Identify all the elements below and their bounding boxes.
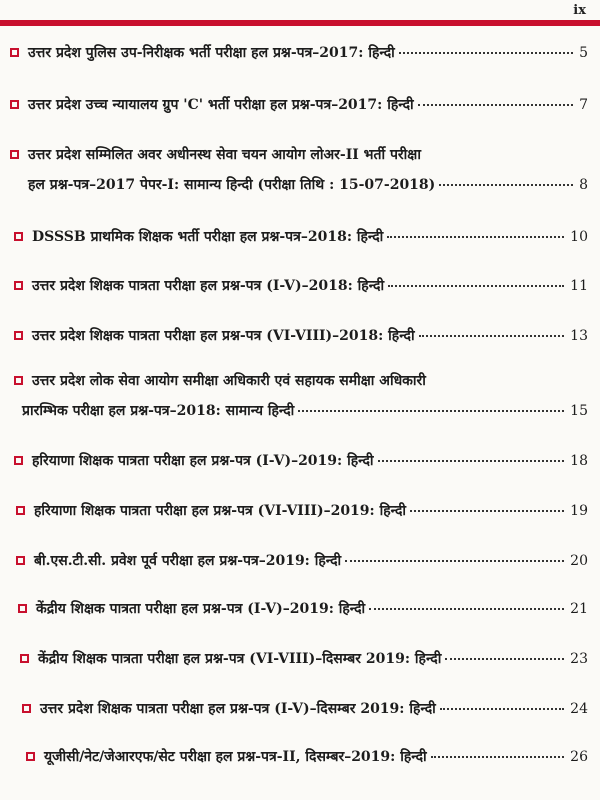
toc-page-number: 5 <box>579 45 588 61</box>
toc-entry-title: केंद्रीय शिक्षक पात्रता परीक्षा हल प्रश्न-पत्र (VI-VIII)–दिसम्बर 2019: हिन्दी <box>38 651 442 667</box>
dot-leader <box>431 756 565 758</box>
square-bullet-icon <box>18 604 27 613</box>
toc-entry-title: बी.एस.टी.सी. प्रवेश पूर्व परीक्षा हल प्रश्न-पत्र–2019: हिन्दी <box>34 553 342 569</box>
square-bullet-icon <box>16 506 25 515</box>
toc-page-number: 20 <box>570 553 588 569</box>
dot-leader <box>378 460 565 462</box>
dot-leader <box>388 285 564 287</box>
square-bullet-icon <box>22 704 31 713</box>
toc-entry-title-line: उत्तर प्रदेश लोक सेवा आयोग समीक्षा अधिकारी एवं सहायक समीक्षा अधिकारी <box>32 373 426 389</box>
dot-leader <box>387 236 564 238</box>
toc-entry-title: प्रारम्भिक परीक्षा हल प्रश्न-पत्र–2018: सामान्य हिन्दी <box>22 403 295 419</box>
dot-leader <box>445 658 564 660</box>
toc-entry-title: केंद्रीय शिक्षक पात्रता परीक्षा हल प्रश्न-पत्र (I-V)–2019: हिन्दी <box>36 601 366 617</box>
square-bullet-icon <box>14 331 23 340</box>
dot-leader <box>298 410 564 412</box>
toc-page-number: 26 <box>570 749 588 765</box>
toc-page-number: 24 <box>570 701 588 717</box>
toc-page-number: 10 <box>570 229 588 245</box>
dot-leader <box>440 708 564 710</box>
square-bullet-icon <box>10 48 19 57</box>
toc-page-number: 8 <box>579 177 588 193</box>
toc-entry-title-line: उत्तर प्रदेश सम्मिलित अवर अधीनस्थ सेवा चयन आयोग लोअर-II भर्ती परीक्षा <box>28 147 421 163</box>
dot-leader <box>439 184 573 186</box>
toc-entry-title: उत्तर प्रदेश पुलिस उप-निरीक्षक भर्ती परीक्षा हल प्रश्न-पत्र–2017: हिन्दी <box>28 45 395 61</box>
toc-entry-title: उत्तर प्रदेश शिक्षक पात्रता परीक्षा हल प्रश्न-पत्र (I-V)–2018: हिन्दी <box>32 278 385 294</box>
toc-page-number: 19 <box>570 503 588 519</box>
square-bullet-icon <box>20 654 29 663</box>
square-bullet-icon <box>10 150 19 159</box>
dot-leader <box>369 608 564 610</box>
toc-entry-title: हल प्रश्न-पत्र–2017 पेपर-I: सामान्य हिन्दी (परीक्षा तिथि : 15-07-2018) <box>28 177 436 193</box>
toc-entry-title: उत्तर प्रदेश शिक्षक पात्रता परीक्षा हल प्रश्न-पत्र (I-V)–दिसम्बर 2019: हिन्दी <box>40 701 436 717</box>
toc-page-number: 13 <box>570 328 588 344</box>
square-bullet-icon <box>14 281 23 290</box>
square-bullet-icon <box>16 556 25 565</box>
square-bullet-icon <box>14 456 23 465</box>
dot-leader <box>418 104 573 106</box>
toc-page-number: 15 <box>570 403 588 419</box>
toc-page-number: 7 <box>579 97 588 113</box>
toc-entry-title: उत्तर प्रदेश शिक्षक पात्रता परीक्षा हल प्रश्न-पत्र (VI-VIII)–2018: हिन्दी <box>32 328 415 344</box>
toc-entry-title: हरियाणा शिक्षक पात्रता परीक्षा हल प्रश्न-पत्र (I-V)–2019: हिन्दी <box>32 453 374 469</box>
toc-page-number: 11 <box>570 278 588 294</box>
page-number: ix <box>573 3 586 18</box>
toc-page-number: 21 <box>570 601 588 617</box>
toc-page-number: 23 <box>570 651 588 667</box>
toc-entry-title: यूजीसी/नेट/जेआरएफ/सेट परीक्षा हल प्रश्न-पत्र-II, दिसम्बर–2019: हिन्दी <box>44 749 427 765</box>
square-bullet-icon <box>14 376 23 385</box>
toc-entry-title: हरियाणा शिक्षक पात्रता परीक्षा हल प्रश्न-पत्र (VI-VIII)–2019: हिन्दी <box>34 503 407 519</box>
dot-leader <box>410 510 564 512</box>
dot-leader <box>419 335 565 337</box>
square-bullet-icon <box>26 752 35 761</box>
dot-leader <box>345 560 564 562</box>
dot-leader <box>399 52 573 54</box>
toc-entry-title: उत्तर प्रदेश उच्च न्यायालय ग्रुप 'C' भर्ती परीक्षा हल प्रश्न-पत्र–2017: हिन्दी <box>28 97 414 113</box>
square-bullet-icon <box>10 100 19 109</box>
toc-page-number: 18 <box>570 453 588 469</box>
square-bullet-icon <box>14 232 23 241</box>
toc-entry-title: DSSSB प्राथमिक शिक्षक भर्ती परीक्षा हल प्रश्न-पत्र–2018: हिन्दी <box>32 229 384 245</box>
